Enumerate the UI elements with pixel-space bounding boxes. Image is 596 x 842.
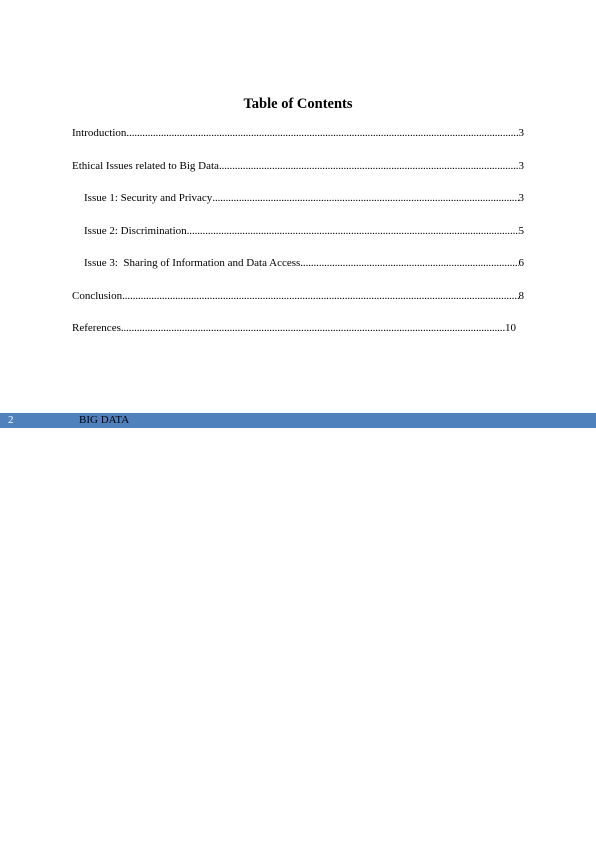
toc-entry-label: Issue 3: Sharing of Information and Data Access [84, 257, 301, 269]
table-of-contents [72, 126, 524, 354]
toc-entry-label: Issue 1: Security and Privacy [84, 192, 213, 204]
toc-entry-label: Introduction [72, 127, 127, 139]
toc-entry-page: 3 [518, 159, 524, 172]
toc-title: Table of Contents [243, 96, 353, 112]
footer-running-title: BIG DATA [79, 414, 130, 426]
toc-entry-issue-3[interactable] [72, 256, 524, 289]
toc-entry-references[interactable] [72, 321, 516, 354]
toc-entry-page: 8 [518, 289, 524, 302]
toc-entry-issue-1[interactable] [72, 191, 524, 224]
toc-dot-leader [219, 159, 519, 173]
toc-dot-leader [122, 289, 518, 303]
toc-dot-leader [212, 191, 518, 205]
footer-page-number: 2 [8, 414, 14, 426]
toc-entry-label: Ethical Issues related to Big Data [72, 159, 219, 172]
toc-entry-label: Conclusion [72, 289, 123, 302]
toc-dot-leader [187, 224, 519, 238]
toc-entry-ethical-issues[interactable] [72, 159, 524, 192]
toc-entry-page: 3 [518, 192, 524, 204]
toc-entry-page: 10 [505, 322, 516, 334]
footer-bar [0, 413, 596, 428]
toc-entry-issue-2[interactable] [72, 224, 524, 257]
toc-entry-label: Issue 2: Discrimination [84, 224, 187, 237]
toc-dot-leader [126, 126, 518, 140]
toc-entry-page: 3 [518, 127, 524, 139]
toc-dot-leader [300, 256, 518, 270]
toc-entry-conclusion[interactable] [72, 289, 524, 322]
toc-entry-page: 5 [518, 224, 524, 237]
toc-entry-page: 6 [518, 257, 524, 269]
toc-entry-label: References [72, 322, 121, 334]
toc-dot-leader [121, 321, 505, 335]
toc-entry-introduction[interactable] [72, 126, 524, 159]
